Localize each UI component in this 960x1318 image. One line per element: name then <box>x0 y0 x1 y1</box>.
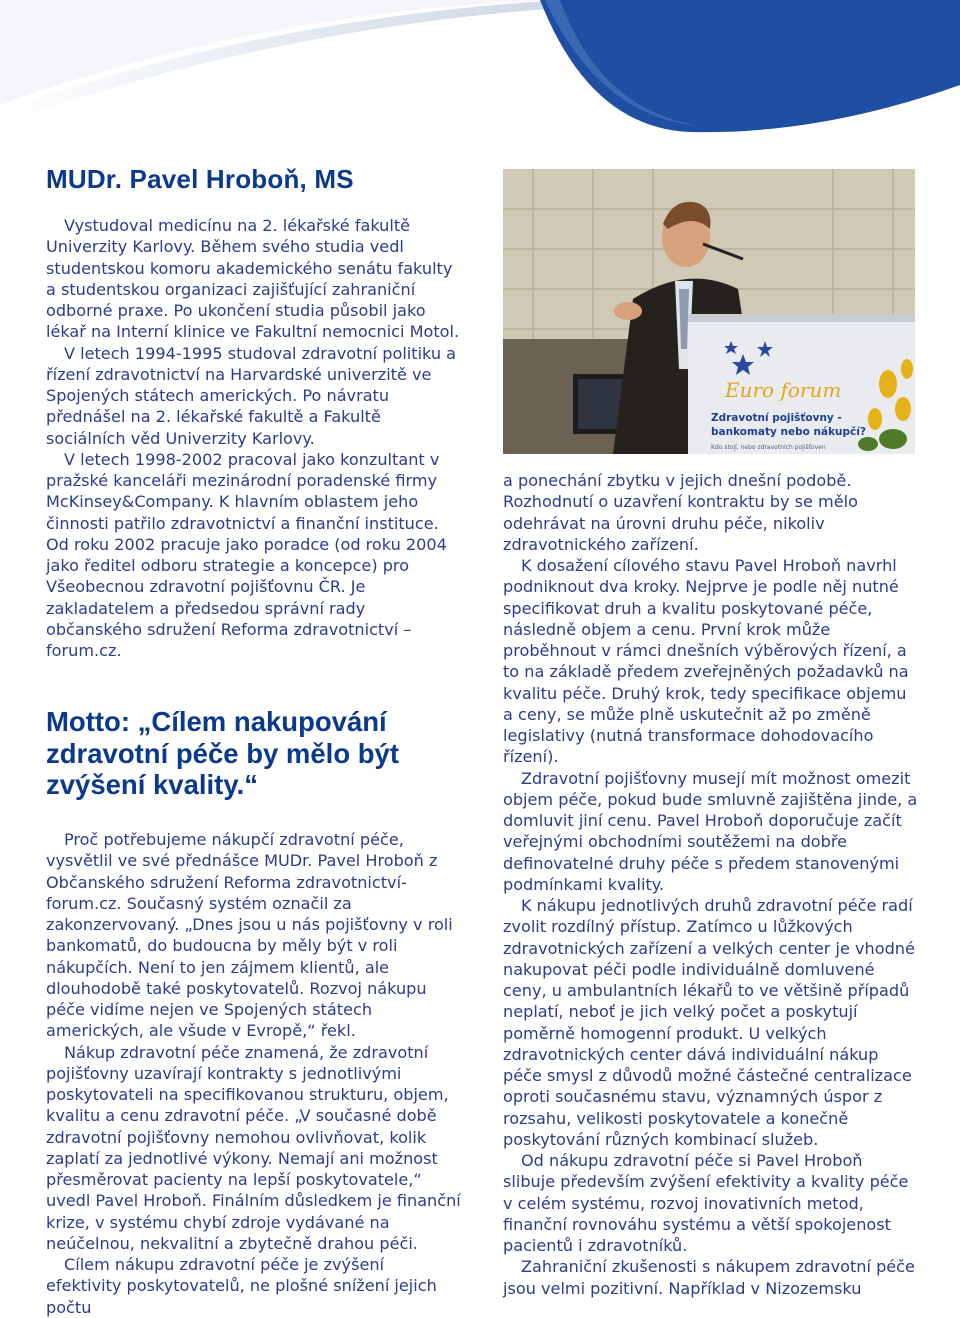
motto-heading <box>46 706 466 801</box>
article-paragraph: Zdravotní pojišťovny musejí mít možnost omezit objem péče, pokud bude smluvně zajištěna jinde, a domluvit jiní cenu. Pavel Hroboň doporučuje začít veřejnými obchodními soutěžemi na dobře definovatelné druhy péče s předem stanovenými podmínkami kvality. <box>503 768 918 894</box>
article-right-column <box>503 470 919 1299</box>
sign-line: bankomaty nebo nákupčí? <box>711 426 866 438</box>
profile-name: MUDr. Pavel Hroboň, MS <box>46 164 354 194</box>
article-paragraph: K nákupu jednotlivých druhů zdravotní péče radí zvolit rozdílný přístup. Zatímco u lůžkových zdravotnických zařízení a velkých center je vhodné nakupovat péči podle individuálně domluvené ceny, u ambulantních lékařů to ve většině případů neplatí, neboť je jich velký počet a poskytují poměrně homogenní produkt. U velkých zdravotnických center dává individuální nákup péče smysl z důvodů možné částečné centralizace oproti současnému stavu, významných úspor z rozsahu, velikosti poskytovatele a konečně poskytování různých kombinací služeb. <box>503 896 915 1149</box>
motto-line: Motto: „Cílem nakupování <box>46 706 387 737</box>
motto-line: zdravotní péče by mělo být <box>46 737 400 769</box>
bio-paragraph: V letech 1998-2002 pracoval jako konzultant v pražské kanceláři mezinárodní poradenské firmy McKinsey&Company. K hlavním oblastem jeho činnosti patřilo zdravotnictví a finanční instituce. Od roku 2002 pracuje jako poradce (od roku 2004 jako ředitel odboru strategie a koncepce) pro Všeobecnou zdravotní pojišťovnu ČR. Je zakladatelem a předsedou správní rady občanského sdružení Reforma zdravotnictví – forum.cz. <box>46 449 447 660</box>
motto-line: zvýšení kvality.“ <box>46 769 258 800</box>
sign-logo: Euro forum <box>725 378 842 402</box>
speaker-photo <box>503 169 915 454</box>
article-paragraph: Nákup zdravotní péče znamená, že zdravotní pojišťovny uzavírají kontrakty s jednotlivými poskytovateli na specifikovanou strukturu, objem, kvalitu a cenu zdravotní péče. „V současné době zdravotní pojišťovny nemohou ovlivňovat, kolik zaplatí za jednotlivé výkony. Nemají ani možnost přesměrovat pacienty na lepší poskytovatele,“ uvedl Pavel Hroboň. Finálním důsledkem je finanční krize, v systému chybí zdroje vydávané na neúčelnou, nekvalitní a zbytečně drahou péči. <box>46 1042 461 1253</box>
article-paragraph: Cílem nákupu zdravotní péče je zvýšení efektivity poskytovatelů, ne plošné snížení jejich počtu <box>46 1255 437 1317</box>
sign-line: Zdravotní pojišťovny - <box>711 412 842 424</box>
article-paragraph: Zahraniční zkušenosti s nákupem zdravotní péče jsou velmi pozitivní. Například v Nizozemsku <box>503 1257 915 1298</box>
bio-paragraph: V letech 1994-1995 studoval zdravotní politiku a řízení zdravotnictví na Harvardské univerzitě ve Spojených státech amerických. Po návratu přednášel na 2. lékařské fakultě a Fakultě sociálních věd Univerzity Karlovy. <box>46 343 457 448</box>
article-paragraph: a ponechání zbytku v jejich dnešní podobě. Rozhodnutí o uzavření kontraktu by se mělo odehrávat na úrovni druhu péče, nikoliv zdravotnického zařízení. <box>503 471 858 554</box>
bio-paragraph: Vystudoval medicínu na 2. lékařské fakultě Univerzity Karlovy. Během svého studia vedl studentskou komoru akademického senátu fakulty a studentskou organizaci zajišťující zahraniční odborné praxe. Po ukončení studia působil jako lékař na Interní klinice ve Fakultní nemocnici Motol. <box>46 216 460 342</box>
article-paragraph: Od nákupu zdravotní péče si Pavel Hroboň slibuje především zvýšení efektivity a kvality péče v celém systému, rozvoj inovativních metod, finanční rovnováhu systému a větší spokojenost pacientů i zdravotníků. <box>503 1151 909 1255</box>
profile-bio <box>46 215 462 661</box>
article-paragraph: K dosažení cílového stavu Pavel Hroboň navrhl podniknout dva kroky. Nejprve je podle něj nutné specifikovat druh a kvalitu poskytované péče, následně objem a cenu. První krok může proběhnout v rámci dnešních výběrových řízení, a to na základě předem zveřejněných požadavků na kvalitu péče. Druhý krok, tedy specifikace objemu a ceny, se může plně uskutečnit až po změně legislativy (nutná transformace dohodovacího řízení). <box>503 556 909 767</box>
sign-line: Kdo stojí, nebo zdravotních pojišťoven <box>711 444 826 451</box>
article-paragraph: Proč potřebujeme nákupčí zdravotní péče, vysvětlil ve své přednášce MUDr. Pavel Hroboň z Občanského sdružení Reforma zdravotnictví-forum.cz. Současný systém označil za zakonzervovaný. „Dnes jsou u nás pojišťovny v roli bankomatů, do budoucna by měly být v roli nákupčích. Není to jen zájmem klientů, ale dlouhodobě také poskytovatelů. Rozvoj nákupu péče vidíme nejen ve Spojených státech amerických, ale všude v Evropě,“ řekl. <box>46 830 453 1041</box>
article-left-column <box>46 829 462 1318</box>
header-swoosh <box>0 0 960 150</box>
